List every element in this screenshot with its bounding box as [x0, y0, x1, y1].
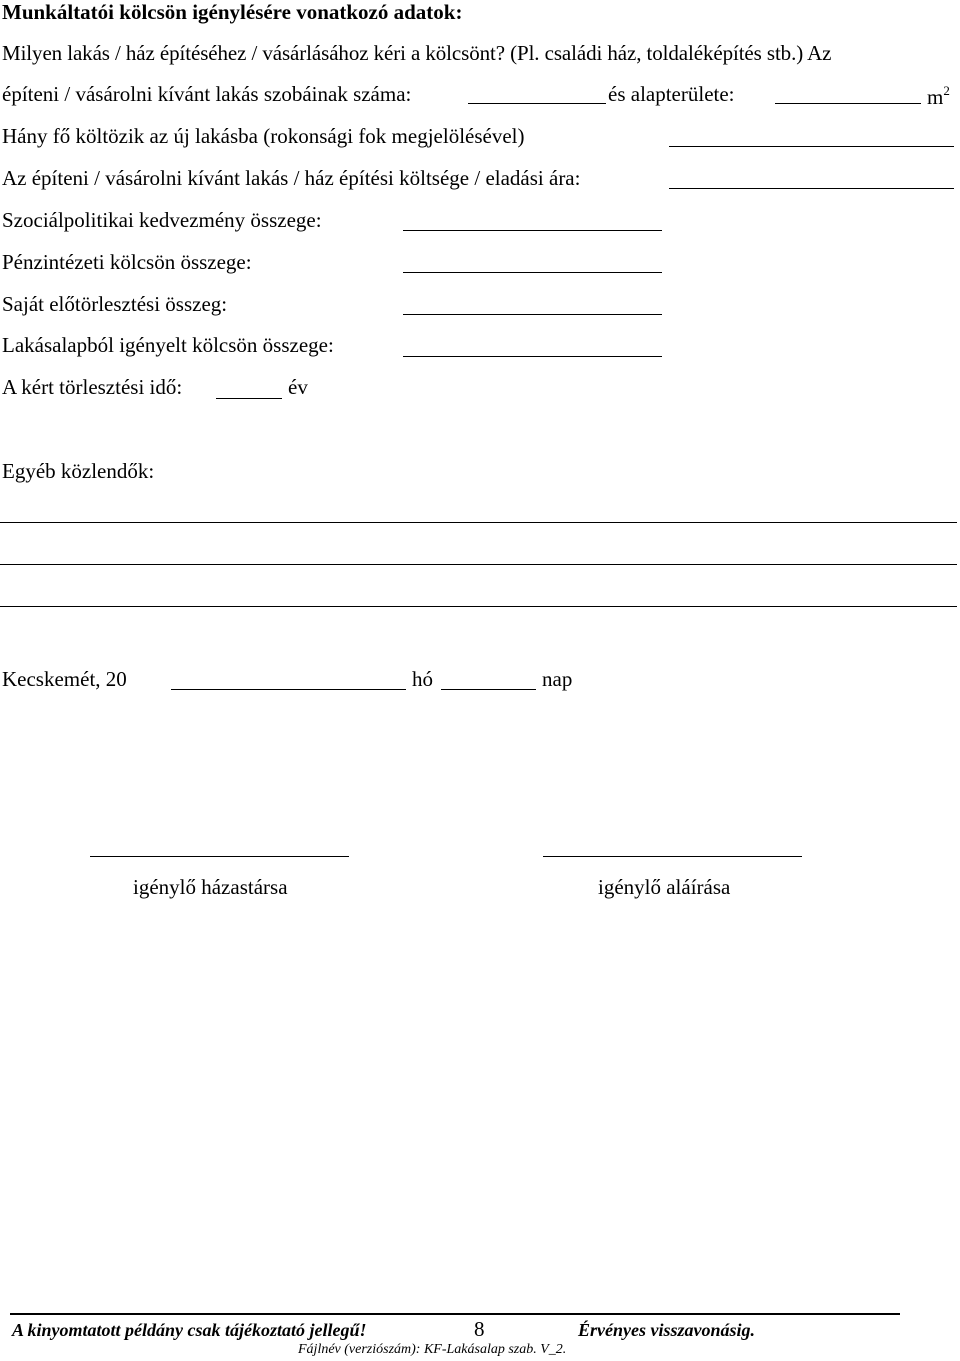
people-blank[interactable] [669, 146, 954, 147]
area-label: és alapterülete: [608, 82, 735, 106]
page-number: 8 [474, 1317, 485, 1341]
day-label: nap [542, 667, 573, 691]
fund-label: Lakásalapból igényelt kölcsön összege: [2, 333, 334, 357]
own-label: Saját előtörlesztési összeg: [2, 292, 228, 316]
place-date-label: Kecskemét, 20 [2, 667, 127, 691]
other-notes-heading: Egyéb közlendők: [2, 459, 155, 483]
social-blank[interactable] [403, 230, 662, 231]
term-label: A kért törlesztési idő: [2, 375, 183, 399]
footer-filename: Fájlnév (verziószám): KF-Lakásalap szab. V_2. [298, 1342, 567, 1357]
footer-rule [10, 1313, 900, 1315]
footer-disclaimer: A kinyomtatott példány csak tájékoztató jellegű! [12, 1320, 367, 1340]
spouse-signature-caption: igénylő házastársa [133, 875, 288, 899]
month-label: hó [412, 667, 433, 691]
term-blank[interactable] [216, 398, 282, 399]
spouse-signature-line[interactable] [90, 856, 349, 857]
area-unit: $m^2$ [927, 83, 950, 109]
people-question: Hány fő költözik az új lakásba (rokonsági fok megjelölésével) [2, 124, 525, 148]
bank-label: Pénzintézeti kölcsön összege: [2, 250, 252, 274]
rooms-question: építeni / vásárolni kívánt lakás szobáinak száma: [2, 82, 412, 106]
rooms-blank[interactable] [468, 103, 606, 104]
term-unit: év [288, 375, 308, 399]
area-blank[interactable] [775, 103, 921, 104]
day-blank[interactable] [441, 689, 536, 690]
applicant-signature-caption: igénylő aláírása [598, 875, 731, 899]
own-blank[interactable] [403, 314, 662, 315]
notes-line-3[interactable] [0, 606, 957, 607]
year-month-blank[interactable] [171, 689, 406, 690]
cost-question: Az építeni / vásárolni kívánt lakás / ház építési költsége / eladási ára: [2, 166, 581, 190]
notes-line-2[interactable] [0, 564, 957, 565]
notes-line-1[interactable] [0, 522, 957, 523]
form-title: Munkáltatói kölcsön igénylésére vonatkozó adatok: [2, 0, 463, 24]
cost-blank[interactable] [669, 188, 954, 189]
purpose-question: Milyen lakás / ház építéséhez / vásárlásához kéri a kölcsönt? (Pl. családi ház, toldaléképítés stb.) Az [2, 41, 832, 65]
fund-blank[interactable] [403, 356, 662, 357]
applicant-signature-line[interactable] [543, 856, 802, 857]
bank-blank[interactable] [403, 272, 662, 273]
footer-validity: Érvényes visszavonásig. [578, 1320, 755, 1340]
social-label: Szociálpolitikai kedvezmény összege: [2, 208, 322, 232]
